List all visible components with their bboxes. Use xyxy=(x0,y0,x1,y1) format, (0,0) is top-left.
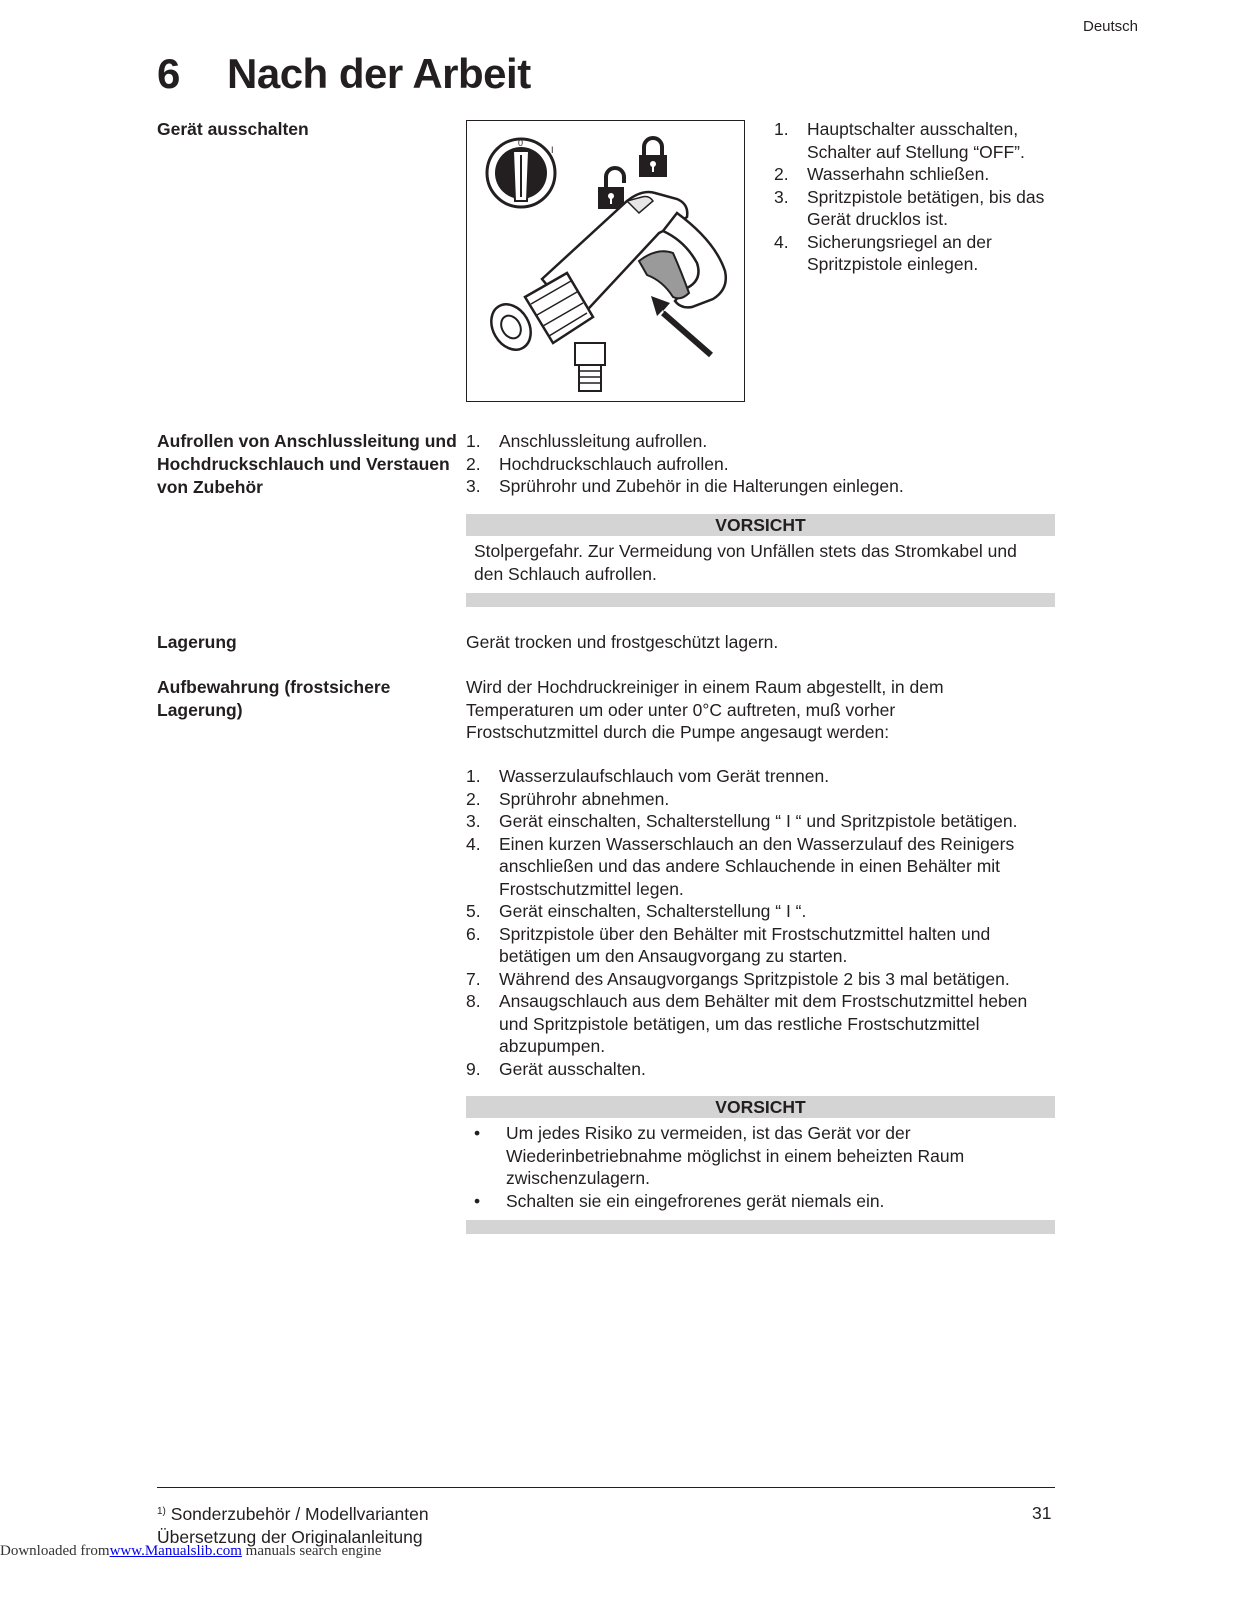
footer-notes xyxy=(157,1503,429,1548)
step-text: Spritzpistole betätigen, bis das Gerät drucklos ist. xyxy=(807,186,1045,229)
step-number: 7. xyxy=(466,968,481,989)
list-item xyxy=(466,833,1056,901)
translation-note: Übersetzung der Originalanleitung xyxy=(157,1526,423,1547)
frost-steps xyxy=(466,765,1056,1080)
chapter-number: 6 xyxy=(157,50,180,97)
caution-footer-bar xyxy=(466,593,1055,607)
caution-footer-bar xyxy=(466,1220,1055,1234)
step-text: Ansaugschlauch aus dem Behälter mit dem Frostschutzmittel heben und Spritzpistole betätigen, um das restliche Frostschutzmittel abzupumpen. xyxy=(499,991,1028,1056)
step-text: Sicherungsriegel an der Spritzpistole einlegen. xyxy=(807,231,992,274)
list-item xyxy=(466,1058,1056,1081)
caution-box-rollup xyxy=(466,514,1055,607)
step-number: 3. xyxy=(774,186,789,207)
step-number: 2. xyxy=(774,164,789,184)
spray-gun-figure xyxy=(466,120,745,402)
dial-mark-zero: 0 xyxy=(518,138,524,148)
list-item xyxy=(466,990,1056,1058)
dial-mark-one: I xyxy=(551,145,554,155)
step-number: 4. xyxy=(466,833,481,854)
step-text: Einen kurzen Wasserschlauch an den Wasserzulauf des Reinigers anschließen und das andere Schlauchende in einen Behälter mit Frostschutzmittel legen. xyxy=(499,833,1015,899)
caution-heading: VORSICHT xyxy=(466,1096,1055,1118)
step-text: Anschlussleitung aufrollen. xyxy=(499,431,708,451)
step-number: 3. xyxy=(466,476,481,496)
step-number: 2. xyxy=(466,453,481,474)
download-suffix: manuals search engine xyxy=(241,1543,382,1559)
download-watermark xyxy=(0,1543,381,1560)
step-text: Wasserzulaufschlauch vom Gerät trennen. xyxy=(499,766,830,786)
section-title-frost: Aufbewahrung (frostsichere Lagerung) xyxy=(157,677,391,720)
spray-gun-illustration xyxy=(467,121,744,401)
footnote-mark: 1) xyxy=(157,1506,166,1517)
step-number: 6. xyxy=(466,923,481,944)
list-item xyxy=(774,118,1054,163)
section-title-rollup: Aufrollen von Anschlussleitung und Hochdruckschlauch und Verstauen von Zubehör xyxy=(157,431,457,497)
list-item xyxy=(466,788,1056,811)
list-item xyxy=(466,475,1056,498)
bullet-text: Schalten sie ein eingefrorenes gerät niemals ein. xyxy=(506,1190,885,1211)
step-number: 4. xyxy=(774,231,789,252)
list-item xyxy=(774,163,1054,186)
caution-heading: VORSICHT xyxy=(466,514,1055,536)
bullet-text: Um jedes Risiko zu vermeiden, ist das Gerät vor der Wiederinbetriebnahme möglichst in einem beheizten Raum zwischenzulagern. xyxy=(506,1123,965,1188)
step-number: 9. xyxy=(466,1058,481,1079)
footer-rule xyxy=(157,1487,1055,1488)
step-number: 1. xyxy=(774,119,789,139)
list-item xyxy=(774,231,1054,276)
step-number: 5. xyxy=(466,901,481,921)
language-label: Deutsch xyxy=(1083,18,1139,35)
list-item xyxy=(466,810,1056,833)
step-number: 8. xyxy=(466,991,481,1011)
page-number: 31 xyxy=(1032,1503,1052,1523)
step-text: Gerät ausschalten. xyxy=(499,1058,646,1079)
list-item xyxy=(474,1190,1047,1213)
caution-text: Stolpergefahr. Zur Vermeidung von Unfällen stets das Stromkabel und den Schlauch aufrollen. xyxy=(474,541,1017,584)
caution-bullet-list xyxy=(474,1122,1047,1212)
list-item xyxy=(466,430,1056,453)
step-number: 3. xyxy=(466,811,481,831)
switch-off-steps xyxy=(774,118,1054,276)
step-text: Sprührohr und Zubehör in die Halterungen einlegen. xyxy=(499,476,904,496)
step-text: Während des Ansaugvorgangs Spritzpistole 2 bis 3 mal betätigen. xyxy=(499,968,1010,989)
frost-intro: Wird der Hochdruckreiniger in einem Raum abgestellt, in dem Temperaturen um oder unter 0°C auftreten, muß vorher Frostschutzmittel durch die Pumpe angesaugt werden: xyxy=(466,677,944,742)
manualslib-link[interactable]: www.Manualslib.com xyxy=(109,1543,242,1559)
lock-open-icon xyxy=(598,168,624,209)
section-title-switch-off: Gerät ausschalten xyxy=(157,119,309,139)
footnote-text: Sonderzubehör / Modellvarianten xyxy=(170,1504,429,1524)
list-item xyxy=(466,765,1056,788)
download-prefix: Downloaded from xyxy=(0,1543,110,1559)
lock-closed-icon xyxy=(639,138,667,177)
section-title-storage: Lagerung xyxy=(157,632,237,652)
storage-text: Gerät trocken und frostgeschützt lagern. xyxy=(466,632,779,652)
bullet-symbol: • xyxy=(474,1123,481,1143)
list-item xyxy=(466,900,1056,923)
step-text: Spritzpistole über den Behälter mit Frostschutzmittel halten und betätigen um den Ansaugvorgang zu starten. xyxy=(499,923,991,966)
step-text: Gerät einschalten, Schalterstellung “ I “. xyxy=(499,901,807,921)
caution-body xyxy=(466,1118,1055,1220)
list-item xyxy=(466,968,1056,991)
chapter-title: Nach der Arbeit xyxy=(227,50,531,97)
step-text: Hauptschalter ausschalten, Schalter auf Stellung “OFF”. xyxy=(807,119,1025,162)
step-text: Hochdruckschlauch aufrollen. xyxy=(499,453,729,474)
list-item xyxy=(774,186,1054,231)
list-item xyxy=(466,453,1056,476)
list-item xyxy=(474,1122,1047,1190)
step-text: Sprührohr abnehmen. xyxy=(499,788,670,809)
step-text: Wasserhahn schließen. xyxy=(807,164,990,184)
footnote xyxy=(157,1503,429,1526)
step-number: 2. xyxy=(466,788,481,809)
step-text: Gerät einschalten, Schalterstellung “ I “ und Spritzpistole betätigen. xyxy=(499,811,1018,831)
rollup-steps xyxy=(466,430,1056,498)
chapter-heading xyxy=(157,50,531,98)
step-number: 1. xyxy=(466,431,481,451)
list-item xyxy=(466,923,1056,968)
caution-box-frost xyxy=(466,1096,1055,1234)
bullet-symbol: • xyxy=(474,1190,481,1211)
step-number: 1. xyxy=(466,766,481,786)
